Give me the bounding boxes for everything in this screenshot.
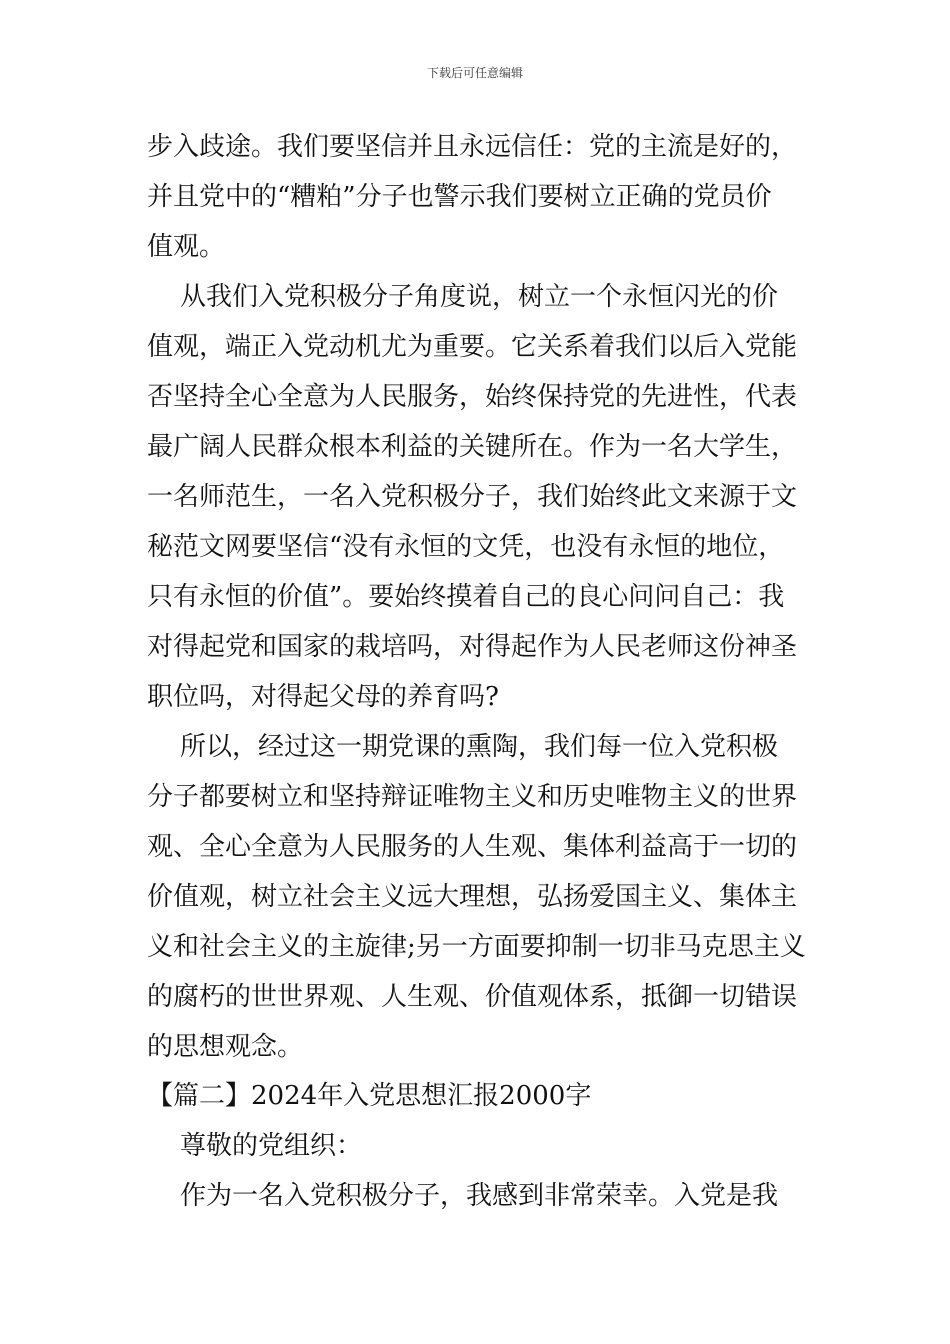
page-header: 下载后可任意编辑 bbox=[426, 66, 523, 80]
text-line: 作为一名入党积极分子，我感到非常荣幸。入党是我 bbox=[147, 1181, 779, 1211]
text-line: 义和社会主义的主旋律;另一方面要抑制一切非马克思主义 bbox=[147, 932, 806, 962]
paragraph-2 bbox=[147, 272, 807, 722]
text-line: 一名师范生，一名入党积极分子，我们始终此文来源于文 bbox=[147, 482, 798, 512]
paragraph-1 bbox=[147, 122, 807, 272]
paragraph-3 bbox=[147, 722, 807, 1072]
letter-start bbox=[147, 1121, 807, 1221]
text-line: 观、全心全意为人民服务的人生观、集体利益高于一切的 bbox=[147, 832, 798, 862]
text-line: 值观。 bbox=[147, 232, 226, 262]
text-line: 步入歧途。我们要坚信并且永远信任：党的主流是好的， bbox=[147, 132, 798, 162]
text-line: 分子都要树立和坚持辩证唯物主义和历史唯物主义的世界 bbox=[147, 782, 798, 812]
text-line: 对得起党和国家的栽培吗，对得起作为人民老师这份神圣 bbox=[147, 632, 798, 662]
text-line: 秘范文网要坚信“没有永恒的文凭，也没有永恒的地位， bbox=[147, 532, 785, 562]
text-line: 的腐朽的世世界观、人生观、价值观体系，抵御一切错误 bbox=[147, 982, 798, 1012]
salutation: 尊敬的党组织： bbox=[147, 1131, 363, 1161]
text-line: 职位吗，对得起父母的养育吗? bbox=[147, 682, 499, 712]
text-line: 所以，经过这一期党课的熏陶，我们每一位入党积极 bbox=[147, 732, 779, 762]
text-line: 并且党中的“糟粕”分子也警示我们要树立正确的党员价 bbox=[147, 182, 772, 212]
text-line: 最广阔人民群众根本利益的关键所在。作为一名大学生， bbox=[147, 432, 798, 462]
text-line: 的思想观念。 bbox=[147, 1032, 304, 1062]
text-line: 值观，端正入党动机尤为重要。它关系着我们以后入党能 bbox=[147, 332, 798, 362]
section-heading: 【篇二】2024年入党思想汇报2000字 bbox=[147, 1081, 592, 1111]
text-line: 否坚持全心全意为人民服务，始终保持党的先进性，代表 bbox=[147, 382, 798, 412]
text-line: 价值观，树立社会主义远大理想，弘扬爱国主义、集体主 bbox=[147, 882, 798, 912]
text-line: 只有永恒的价值”。要始终摸着自己的良心问问自己：我 bbox=[147, 582, 785, 612]
text-line: 从我们入党积极分子角度说，树立一个永恒闪光的价 bbox=[147, 282, 779, 312]
